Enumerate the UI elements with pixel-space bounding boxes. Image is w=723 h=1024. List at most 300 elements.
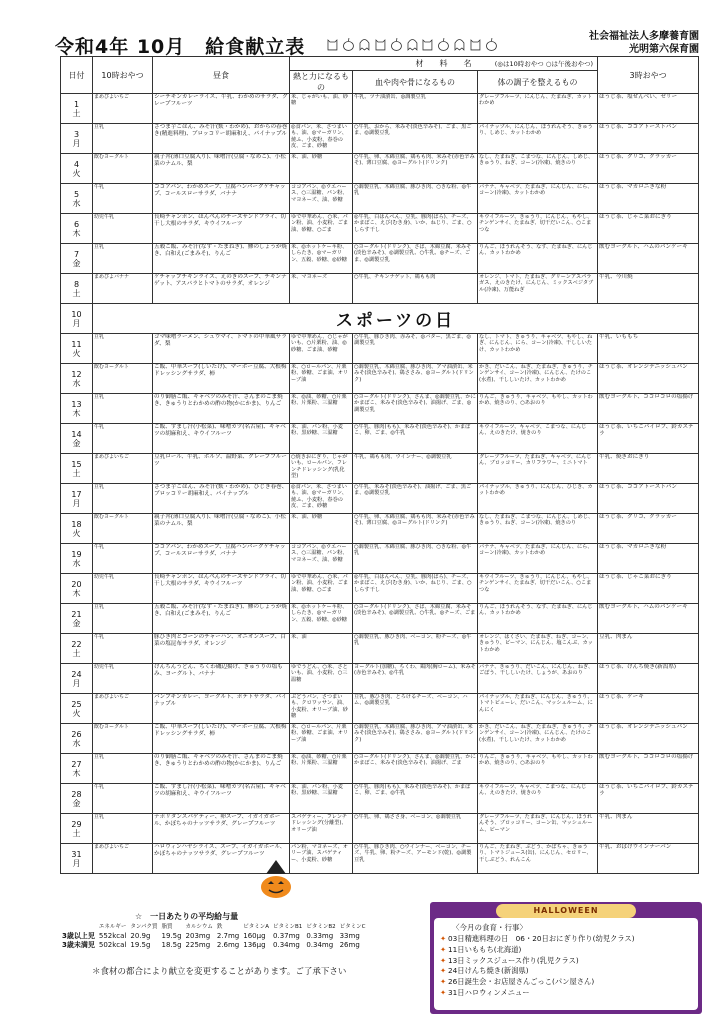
pumpkin-icon — [485, 36, 498, 52]
date-cell — [61, 634, 93, 664]
date-cell — [61, 364, 93, 394]
page-title: 令和4年 10月 給食献立表 — [55, 36, 306, 58]
am-snack-cell: まめぴよバナナ — [93, 274, 153, 304]
event-item — [440, 956, 635, 967]
title-decoration — [326, 32, 498, 56]
table-row — [61, 754, 699, 784]
weekday: 月 — [72, 858, 81, 868]
vitamin-foods-cell: なし、たまねぎ、こまつな、にんじん、しめじ、きゅうり、ねぎ、コーン(冷凍)、焼きのり — [478, 514, 598, 544]
pumpkin-icon — [390, 36, 403, 52]
vitamin-foods-cell: パイナップル、たまねぎ、にんじん、きゅうり、トマトピューレ、だいこん、マッシュルーム、にんにく — [478, 694, 598, 724]
table-row — [61, 634, 699, 664]
table-row — [61, 454, 699, 484]
am-snack-cell: 豆乳 — [93, 394, 153, 424]
pm-snack-cell: ほうじ茶、ココアトーストパン — [598, 124, 699, 154]
protein-foods-cell: ○調製豆乳、木綿豆腐、豚ひき肉、アマ油漬缶、米みそ(淡色辛みそ)、鶏ささみ、◎ヨーグルト(ドリンク) — [353, 364, 478, 394]
averages-title: ☆ 一日あたりの平均給与量 — [135, 912, 239, 921]
energy-foods-cell: 米、油、砂糖 — [290, 514, 353, 544]
protein-foods-cell: ○牛乳、卵、木綿豆腐、鶏もも肉、米みそ(赤色辛みそ)、薄口豆腐、◎ヨーグルト(ドリンク) — [353, 514, 478, 544]
nutrient-value: 0.34mg — [306, 941, 334, 949]
lunch-cell: ココアパン、わかめスープ、豆腐ハンバーグケチャップ、コールスローサラダ、バナナ — [153, 184, 290, 214]
date-number: 19 — [71, 549, 82, 559]
lunch-cell: 五穀ご飯、みそ汁(なす・たまねぎ)、鯵のしょうが焼き、白和え(ごまみそ)、りんご — [153, 244, 290, 274]
date-number: 7 — [73, 249, 80, 259]
date-cell — [61, 814, 93, 844]
nutrient-header: ビタミンB2 — [306, 924, 336, 930]
date-cell — [61, 94, 93, 124]
energy-foods-cell: パン粉、マヨネーズ、オリーブ油、スパゲティー、小麦粉、砂糖 — [290, 844, 353, 874]
nutrient-header: ビタミンA — [243, 924, 270, 930]
table-row — [61, 274, 699, 304]
vitamin-foods-cell: パイナップル、きゅうり、にんじん、ひじき、カットわかめ — [478, 484, 598, 514]
date-number: 10 — [71, 309, 82, 319]
energy-foods-cell: ゆでうどん、○米、さといも、油、小麦粉、○三温糖 — [290, 664, 353, 694]
nutrient-value: 502kcal — [98, 941, 127, 949]
lunch-cell: ココアパン、わかめスープ、豆腐ハンバーグケチャップ、コールスローサラダ、バナナ — [153, 544, 290, 574]
table-row — [61, 544, 699, 574]
table-row — [61, 94, 699, 124]
header-ingredients-label: 材 料 名 — [415, 59, 472, 68]
vitamin-foods-cell: かき、だいこん、ねぎ、たまねぎ、きゅうり、チンゲンサイ、コーン(冷凍)、にんじん、たけのこ(水煮)、干ししいたけ、カットわかめ — [478, 364, 598, 394]
lunch-cell: ご飯、中華スープ(しいたけ)、マーボー豆腐、大根梅ドレッシングサラダ、柿 — [153, 724, 290, 754]
nutrient-header: ビタミンC — [339, 924, 366, 930]
protein-foods-cell: ○牛乳、卵、鶏ささ身、ベーコン、◎調製豆乳 — [353, 814, 478, 844]
lunch-cell: ケチャップチキンライス、えのきのスープ、チキンナゲット、アスパラとトマトのサラダ、オレンジ — [153, 274, 290, 304]
table-row — [61, 514, 699, 544]
protein-foods-cell: ○調製豆乳、豚ひき肉、ベーコン、粉チーズ、◎牛乳 — [353, 634, 478, 664]
pm-snack-cell: 牛乳、焼きおにぎり — [598, 454, 699, 484]
cat-icon — [469, 36, 482, 52]
event-text: 03日精進料理の日 06・20日おにぎり作り(幼児クラス) — [448, 934, 635, 943]
nutrient-header: ビタミンB1 — [273, 924, 303, 930]
weekday: 水 — [72, 198, 81, 208]
weekday: 水 — [72, 378, 81, 388]
weekday: 水 — [72, 738, 81, 748]
date-number: 31 — [71, 849, 82, 859]
date-cell — [61, 394, 93, 424]
date-number: 22 — [71, 639, 82, 649]
table-row — [61, 334, 699, 364]
date-number: 20 — [71, 579, 82, 589]
cat-icon — [421, 36, 434, 52]
am-snack-cell: 豆乳 — [93, 244, 153, 274]
pm-snack-cell: ほうじ茶、じゃこ菜おにぎり — [598, 574, 699, 604]
pm-snack-cell: ほうじ茶、ケーキ — [598, 694, 699, 724]
energy-foods-cell: 米、◎油、砂糖、○片栗粉、片栗粉、三温糖 — [290, 394, 353, 424]
vitamin-foods-cell: キウイフルーツ、キャベツ、こまつな、にんじん、えのきたけ、焼きのり — [478, 784, 598, 814]
date-number: 14 — [71, 429, 82, 439]
event-item — [440, 945, 635, 956]
vitamin-foods-cell: りんご、たまねぎ、ぶどう、かぼちゃ、きゅうり、トマトジュース(缶)、にんじん、セロリー、干しぶどう、れんこん — [478, 844, 598, 874]
date-number: 5 — [73, 189, 80, 199]
lunch-cell: のり御膳ご飯、キャベツのみそ汁、さんまのごま焼き、きゅうりとわかめの酢の物(かにかま)、りんご — [153, 394, 290, 424]
averages-row — [60, 932, 367, 941]
protein-foods-cell: ○牛乳、豚肉(もも)、米みそ(淡色辛みそ)、かまぼこ、卵、ごま、◎牛乳 — [353, 784, 478, 814]
date-number: 29 — [71, 819, 82, 829]
events-inner — [434, 918, 698, 1010]
date-number: 6 — [73, 219, 80, 229]
table-row — [61, 814, 699, 844]
energy-foods-cell: 米、◎ホットケーキ粉、しらたき、◎マーガリン、五穀、砂糖、◎砂糖 — [290, 244, 353, 274]
header-ingredients — [290, 57, 598, 71]
nursery-name: 光明第六保育園 — [629, 44, 699, 55]
date-number: 17 — [71, 489, 82, 499]
vitamin-foods-cell: グレープフルーツ、たまねぎ、にんじん、ほうれんそう、ブロッコリー、コーン缶、マッシュルーム、ピーマン — [478, 814, 598, 844]
date-number: 18 — [71, 519, 82, 529]
energy-foods-cell: ぶどうパン、さつまいも、クロワッサン、油、小麦粉、オリーブ油、砂糖 — [290, 694, 353, 724]
date-cell — [61, 244, 93, 274]
header-am-snack: 10時おやつ — [93, 57, 153, 94]
vitamin-foods-cell: バナナ、キャベツ、たまねぎ、にんじん、にら、コーン(冷凍)、カットわかめ — [478, 544, 598, 574]
pm-snack-cell: 飲むヨーグルト、ココロコロの塩揚げ — [598, 754, 699, 784]
bat-icon: ✦ — [440, 987, 447, 997]
am-snack-cell: 豆乳 — [93, 334, 153, 364]
pm-snack-cell: ほうじ茶、マカロニきな粉 — [598, 544, 699, 574]
date-number: 28 — [71, 789, 82, 799]
protein-foods-cell: ○牛乳、豚肉(もも)、米みそ(淡色辛みそ)、かまぼこ、卵、ごま、◎牛乳 — [353, 424, 478, 454]
protein-foods-cell: ◎牛乳、白はんぺん、豆乳、豚肉(ばら)、チーズ、かまぼこ、えび(むき身)、いか、ねじり、ごま、○しらす干し — [353, 574, 478, 604]
am-snack-cell: 牛乳 — [93, 424, 153, 454]
nutrient-value: 552kcal — [98, 932, 127, 940]
nutrient-value: 33mg — [339, 932, 360, 940]
weekday: 木 — [72, 408, 81, 418]
weekday: 木 — [72, 228, 81, 238]
pm-snack-cell: 牛乳、肉まん — [598, 814, 699, 844]
header-lunch: 昼食 — [153, 57, 290, 94]
am-snack-cell: 豆乳 — [93, 604, 153, 634]
events-list — [440, 934, 635, 999]
date-number: 4 — [73, 159, 80, 169]
nutrient-header: 脂質 — [161, 924, 173, 930]
lunch-cell: 豚ひき肉とコーンのチャーハン、オニオンスープ、白菜の塩昆布サラダ、オレンジ — [153, 634, 290, 664]
pm-snack-cell: ほうじ茶、ココアトーストパン — [598, 484, 699, 514]
date-cell — [61, 484, 93, 514]
date-cell — [61, 514, 93, 544]
vitamin-foods-cell: なし、トマト、きゅうり、キャベツ、もやし、ねぎ、にんじん、にら、コーン(冷凍)、干ししいたけ、カットわかめ — [478, 334, 598, 364]
header-pm-snack: 3時おやつ — [598, 57, 699, 94]
date-cell — [61, 214, 93, 244]
header-cat2: 血や肉や骨になるもの — [353, 71, 478, 94]
pm-snack-cell: ほうじ茶、じゃこ菜おにぎり — [598, 214, 699, 244]
date-cell — [61, 274, 93, 304]
nutrient-value: 2.6mg — [216, 941, 240, 949]
table-row — [61, 574, 699, 604]
table-row — [61, 364, 699, 394]
ghost-icon — [358, 36, 371, 52]
am-snack-cell: 牛乳 — [93, 544, 153, 574]
organization — [589, 30, 699, 56]
bat-icon: ✦ — [440, 977, 447, 987]
date-cell — [61, 724, 93, 754]
header-cat1: 熱と力になるもの — [290, 71, 353, 94]
weekday: 月 — [72, 318, 81, 328]
vitamin-foods-cell: キウイフルーツ、きゅうり、にんじん、もやし、チンゲンサイ、たまねぎ、切干だいこん、○こまつな — [478, 214, 598, 244]
nutrient-value: 0.37mg — [273, 932, 300, 940]
vitamin-foods-cell: りんご、きゅうり、キャベツ、もやし、カットわかめ、焼きのり、○あおのり — [478, 394, 598, 424]
protein-foods-cell: ○牛乳、チキンナゲット、鶏もも肉 — [353, 274, 478, 304]
am-snack-cell: まめぴよいちご — [93, 844, 153, 874]
vitamin-foods-cell: りんご、ほうれんそう、なす、たまねぎ、にんじん、カットわかめ — [478, 604, 598, 634]
date-number: 1 — [73, 99, 80, 109]
date-cell — [61, 454, 93, 484]
table-row — [61, 124, 699, 154]
pumpkin-icon — [437, 36, 450, 52]
nutrient-value: 19.5g — [130, 941, 151, 949]
lunch-cell: ご飯、すまし汁(小松菜)、味噌カツ(名古屋)、キャベツの胡麻和え、キウイフルーツ — [153, 424, 290, 454]
am-snack-cell: 幼児牛乳 — [93, 574, 153, 604]
protein-foods-cell: ○牛乳、豚ひき肉、赤みそ、◎バター、黒ごま、◎調製豆乳 — [353, 334, 478, 364]
nutrient-value: 2.7mg — [216, 932, 240, 940]
nutrient-value: 225mg — [185, 941, 211, 949]
bat-icon: ✦ — [440, 934, 447, 943]
lunch-cell: けんちんうどん、ちくわ磯辺揚げ、きゅうりの塩もみ、ヨーグルト、バナナ — [153, 664, 290, 694]
energy-foods-cell: 米、油、パン粉、小麦粉、黒砂糖、三温糖 — [290, 424, 353, 454]
bat-icon: ✦ — [440, 966, 447, 976]
protein-foods-cell: ○調製豆乳、木綿豆腐、豚ひき肉、○きな粉、◎牛乳 — [353, 184, 478, 214]
am-snack-cell: 飲むヨーグルト — [93, 154, 153, 184]
weekday: 金 — [72, 258, 81, 268]
weekday: 火 — [72, 708, 81, 718]
date-number: 8 — [73, 279, 80, 289]
ghost-icon — [406, 36, 419, 52]
event-text: 13日ミックスジュース作り(乳児クラス) — [448, 955, 579, 965]
date-cell — [61, 574, 93, 604]
vitamin-foods-cell: りんご、きゅうり、キャベツ、もやし、カットわかめ、焼きのり、○あおのり — [478, 754, 598, 784]
lunch-cell: ナポリタンスパゲティー、卵スープ、イガイガボール、かぼちゃのナッツサラダ、グレープフルーツ — [153, 814, 290, 844]
lunch-cell: 親子丼(薄口豆腐入り)、味噌汁(豆腐・なめこ)、小松菜のナムル、梨 — [153, 154, 290, 184]
nutrient-header: タンパク質 — [130, 924, 158, 930]
table-row — [61, 484, 699, 514]
event-item — [440, 988, 635, 999]
weekday: 金 — [72, 438, 81, 448]
pm-snack-cell: 飲むヨーグルト、ココロコロの塩揚げ — [598, 394, 699, 424]
table-row — [61, 694, 699, 724]
energy-foods-cell: 米、○ロールパン、片栗粉、砂糖、ごま油、オリーブ油 — [290, 364, 353, 394]
energy-foods-cell: 米、マヨネーズ — [290, 274, 353, 304]
am-snack-cell: まめぴよいちご — [93, 694, 153, 724]
bat-icon: ✦ — [440, 944, 447, 954]
am-snack-cell: 豆乳 — [93, 484, 153, 514]
protein-foods-cell: ヨーグルト(加糖)、ちくわ、鶏肉(胸ローム)、米みそ(赤色辛みそ)、◎牛乳 — [353, 664, 478, 694]
weekday: 月 — [72, 138, 81, 148]
energy-foods-cell: ◎食パン、米、さつまいも、油、◎マーガリン、焼ふ、小麦粉、春巻の皮、ごま、砂糖 — [290, 124, 353, 154]
nutrient-value: 19.5g — [161, 932, 182, 940]
table-row — [61, 394, 699, 424]
lunch-cell: 親子丼(薄口豆腐入り)、味噌汁(豆腐・なめこ)、小松菜のナムル、梨 — [153, 514, 290, 544]
pumpkin-icon — [342, 36, 355, 52]
header-date: 日付 — [61, 57, 93, 94]
lunch-cell: ご飯、すまし汁(小松菜)、味噌カツ(名古屋)、キャベツの胡麻和え、キウイフルーツ — [153, 784, 290, 814]
lunch-cell: ご飯、中華スープ(しいたけ)、マーボー豆腐、大根梅ドレッシングサラダ、柿 — [153, 364, 290, 394]
date-number: 3 — [73, 129, 80, 139]
weekday: 木 — [72, 768, 81, 778]
energy-foods-cell: スパゲティー、フレンチドレッシング(分離型)、オリーブ油 — [290, 814, 353, 844]
date-number: 25 — [71, 699, 82, 709]
cat-icon — [326, 36, 339, 52]
table-row — [61, 304, 699, 334]
date-cell — [61, 544, 93, 574]
vitamin-foods-cell: なし、たまねぎ、こまつな、にんじん、しめじ、きゅうり、ねぎ、コーン(冷凍)、焼きのり — [478, 154, 598, 184]
event-text: 11日いももち(北海道) — [448, 944, 522, 954]
energy-foods-cell: ゆで中華めん、○米、パン粉、油、小麦粉、ごま油、砂糖、○ごま — [290, 214, 353, 244]
nutrient-value: 136μg — [243, 941, 266, 949]
energy-foods-cell: 米、じゃがいも、油、砂糖 — [290, 94, 353, 124]
energy-foods-cell: 米、油、砂糖 — [290, 154, 353, 184]
am-snack-cell: 飲むヨーグルト — [93, 364, 153, 394]
weekday: 月 — [72, 498, 81, 508]
am-snack-cell: 牛乳 — [93, 184, 153, 214]
vitamin-foods-cell: パイナップル、にんじん、ほうれんそう、きゅうり、しめじ、カットわかめ — [478, 124, 598, 154]
date-cell — [61, 184, 93, 214]
am-snack-cell: 飲むヨーグルト — [93, 724, 153, 754]
event-text: 24日けんち焼き(新潟県) — [448, 966, 529, 976]
lunch-cell: ハロウィンハヤシライス、スープ、イガイガボール、かぼちゃのナッツサラダ、グレープフルーツ — [153, 844, 290, 874]
pm-snack-cell: ほうじ茶、マカロニきな粉 — [598, 184, 699, 214]
menu-table — [60, 56, 699, 874]
lunch-cell: さつま芋ごはん、みそ汁(麩・わかめ)、ひじき春巻、ブロッコリー胡麻和え、パイナップル — [153, 484, 290, 514]
energy-foods-cell: ココアパン、◎ウエハース、○三温糖、パン粉、マヨネーズ、油、砂糖 — [290, 544, 353, 574]
vitamin-foods-cell: オレンジ、はくさい、たまねぎ、ねぎ、コーン、きゅうり、ピーマン、にんじん、塩こんぶ、カットわかめ — [478, 634, 598, 664]
am-snack-cell: 豆乳 — [93, 754, 153, 784]
protein-foods-cell: ○ヨーグルト(ドリンク)、さば、木綿豆腐、米みそ(淡色辛みそ)、◎調製豆乳、○牛乳、◎チーズ、ごま、◎調製豆乳 — [353, 244, 478, 274]
date-cell — [61, 604, 93, 634]
pm-snack-cell: 牛乳、おばけウインナーパン — [598, 844, 699, 874]
weekday: 火 — [72, 528, 81, 538]
energy-foods-cell: 米、◎油、砂糖、○片栗粉、片栗粉、三温糖 — [290, 754, 353, 784]
weekday: 金 — [72, 798, 81, 808]
weekday: 土 — [72, 828, 81, 838]
vitamin-foods-cell: りんご、ほうれんそう、なす、たまねぎ、にんじん、カットわかめ — [478, 244, 598, 274]
protein-foods-cell: ○調製豆乳、木綿豆腐、豚ひき肉、○きな粉、◎牛乳 — [353, 544, 478, 574]
energy-foods-cell: ゆで中華めん、○米、パン粉、油、小麦粉、ごま油、砂糖、○ごま — [290, 574, 353, 604]
vitamin-foods-cell: バナナ、きゅうり、だいこん、にんじん、ねぎ、ごぼう、干ししいたけ、しょうが、あおのり — [478, 664, 598, 694]
pm-snack-cell: ほうじ茶、けんち焼き(新潟県) — [598, 664, 699, 694]
event-text: 26日誕生会・お店屋さんごっこ(パン屋さん) — [448, 977, 595, 987]
date-number: 12 — [71, 369, 82, 379]
nutrient-value: 20.9g — [130, 932, 151, 940]
lunch-cell: ゴマ味噌ラーメン、シュウマイ、トマトの中華風サラダ、梨 — [153, 334, 290, 364]
am-snack-cell: 飲むヨーグルト — [93, 514, 153, 544]
date-number: 13 — [71, 399, 82, 409]
nutrient-header: エネルギー — [98, 924, 127, 930]
am-snack-cell: 豆乳 — [93, 124, 153, 154]
nutrient-value: 160μg — [243, 932, 266, 940]
pm-snack-cell: ほうじ茶、グリコ、クラッカー — [598, 514, 699, 544]
pm-snack-cell: ほうじ茶、オレンジデニッシュパン — [598, 724, 699, 754]
holiday-cell — [93, 304, 699, 334]
lunch-cell: 豆乳ロール、牛乳、ボルソ、温野菜、グレープフルーツ — [153, 454, 290, 484]
table-row — [61, 724, 699, 754]
pm-snack-cell: ほうじ茶、いちごパイロブ、鈴カステラ — [598, 784, 699, 814]
nutrient-value: 26mg — [339, 941, 360, 949]
protein-foods-cell: ◎牛乳、白はんぺん、豆乳、豚肉(ばら)、チーズ、かまぼこ、えび(むき身)、いか、ねじり、ごま、○しらす干し — [353, 214, 478, 244]
pm-snack-cell: 牛乳、今川焼 — [598, 274, 699, 304]
weekday: 月 — [72, 678, 81, 688]
protein-foods-cell: ○牛乳、おから、米みそ(淡色辛みそ)、ごま、黒ごま、◎調製豆乳 — [353, 124, 478, 154]
am-snack-cell: まめぴよいちご — [93, 454, 153, 484]
date-cell — [61, 694, 93, 724]
energy-foods-cell: ゆで中華めん、○じゃがいも、○片栗粉、油、◎砂糖、ごま油、砂糖 — [290, 334, 353, 364]
bat-icon: ✦ — [440, 955, 447, 965]
halloween-banner: HALLOWEEN — [496, 904, 636, 918]
weekday: 土 — [72, 288, 81, 298]
table-row — [61, 214, 699, 244]
date-number: 24 — [71, 669, 82, 679]
protein-foods-cell: ○牛乳、豚ひき肉、○ウインナー、ベーコン、チーズ、牛乳、卵、粉チーズ、アーモンド(乾)、◎調製豆乳 — [353, 844, 478, 874]
date-number: 27 — [71, 759, 82, 769]
date-number: 26 — [71, 729, 82, 739]
am-snack-cell: 牛乳 — [93, 784, 153, 814]
energy-foods-cell: ○焼きおにぎり、じゃがいも、ロールパン、フレンチドレッシング(乳化型) — [290, 454, 353, 484]
event-text: 31日ハロウィンメニュー — [448, 987, 530, 997]
age-group-label: 3歳以上児 — [62, 932, 95, 940]
lunch-cell: 長崎チャンポン、はんぺんのチーズサンドフライ、切干し大根のサラダ、キウイフルーツ — [153, 574, 290, 604]
energy-foods-cell: ココアパン、◎ウエハース、○三温糖、パン粉、マヨネーズ、油、砂糖 — [290, 184, 353, 214]
event-item — [440, 966, 635, 977]
date-cell — [61, 754, 93, 784]
weekday: 土 — [72, 648, 81, 658]
protein-foods-cell: ○牛乳、米みそ(淡色辛みそ)、油揚げ、ごま、黒ごま、◎調製豆乳 — [353, 484, 478, 514]
protein-foods-cell: ○調製豆乳、木綿豆腐、豚ひき肉、アマ油漬缶、米みそ(淡色辛みそ)、鶏ささみ、◎ヨーグルト(ドリンク) — [353, 724, 478, 754]
am-snack-cell: 幼児牛乳 — [93, 214, 153, 244]
holiday-label: スポーツの日 — [335, 311, 456, 331]
protein-foods-cell: ○ヨーグルト(ドリンク)、さんま、◎調製豆乳、かにかまぼこ、米みそ(淡色辛みそ)、油揚げ、ごま — [353, 754, 478, 784]
pm-snack-cell: 飲むヨーグルト、ハムのパンケーキ — [598, 604, 699, 634]
table-row — [61, 604, 699, 634]
date-cell — [61, 784, 93, 814]
jack-o-lantern-icon — [258, 858, 294, 900]
lunch-cell: のり御膳ご飯、キャベツのみそ汁、さんまのごま焼き、きゅうりとわかめの酢の物(かにかま)、りんご — [153, 754, 290, 784]
pm-snack-cell: ほうじ茶、オレンジデニッシュパン — [598, 364, 699, 394]
weekday: 火 — [72, 168, 81, 178]
table-row — [61, 844, 699, 874]
pm-snack-cell: ほうじ茶、グリコ、クラッカー — [598, 154, 699, 184]
table-row — [61, 244, 699, 274]
date-cell — [61, 664, 93, 694]
pm-snack-cell: 豆乳、肉まん — [598, 634, 699, 664]
vitamin-foods-cell: かき、だいこん、ねぎ、たまねぎ、きゅうり、チンゲンサイ、コーン(冷凍)、にんじん、たけのこ(水煮)、干ししいたけ、カットわかめ — [478, 724, 598, 754]
energy-foods-cell: 米、油、パン粉、小麦粉、黒砂糖、三温糖 — [290, 784, 353, 814]
org-name: 社会福祉法人多摩養育園 — [589, 31, 699, 42]
weekday: 金 — [72, 618, 81, 628]
nutrient-value: 0.33mg — [306, 932, 334, 940]
averages-header-spacer — [60, 923, 97, 932]
am-snack-cell: 幼児牛乳 — [93, 664, 153, 694]
protein-foods-cell: ○ヨーグルト(ドリンク)、さんま、◎調製豆乳、かにかまぼこ、米みそ(淡色辛みそ)、油揚げ、ごま、◎調製豆乳 — [353, 394, 478, 424]
weekday: 水 — [72, 558, 81, 568]
averages-row — [60, 941, 367, 950]
pm-snack-cell: 牛乳、いももち — [598, 334, 699, 364]
date-number: 15 — [71, 459, 82, 469]
lunch-cell: 長崎チャンポン、ほんぺんのチーズサンドフライ、切干し大根のサラダ、キウイフルーツ — [153, 214, 290, 244]
events-heading: 〈今月の食育・行事〉 — [452, 923, 527, 932]
vitamin-foods-cell: キウイフルーツ、きゅうり、にんじん、もやし、チンゲンサイ、たまねぎ、切干だいこん、○こまつな — [478, 574, 598, 604]
protein-foods-cell: 牛乳、鶏もも肉、ウインナー、◎調製豆乳 — [353, 454, 478, 484]
table-row — [61, 154, 699, 184]
nutrient-value: 0.34mg — [273, 941, 300, 949]
pm-snack-cell: 飲むヨーグルト、ハムのパンケーキ — [598, 244, 699, 274]
lunch-cell: シーチキンカレーライス、牛乳、わかめのサラダ、グレープフルーツ — [153, 94, 290, 124]
am-snack-cell: 牛乳 — [93, 634, 153, 664]
vitamin-foods-cell: オレンジ、トマト、たまねぎ、グリーンアスパラガス、えのきたけ、にんじん、ミックスベジタブル(冷凍)、万能ねぎ — [478, 274, 598, 304]
pm-snack-cell: ほうじ茶、いちごパイロブ、鈴カステラ — [598, 424, 699, 454]
date-cell — [61, 334, 93, 364]
age-group-label: 3歳未満児 — [62, 941, 95, 949]
weekday: 土 — [72, 468, 81, 478]
vitamin-foods-cell: グレープフルーツ、たまねぎ、キャベツ、にんじん、ブロッコリー、カリフラワー、ミニトマト — [478, 454, 598, 484]
lunch-cell: 五穀ご飯、みそ汁(なす・たまねぎ)、鯵のしょうが焼き、白和え(ごまみそ)、りんご — [153, 604, 290, 634]
date-number: 11 — [71, 339, 82, 349]
